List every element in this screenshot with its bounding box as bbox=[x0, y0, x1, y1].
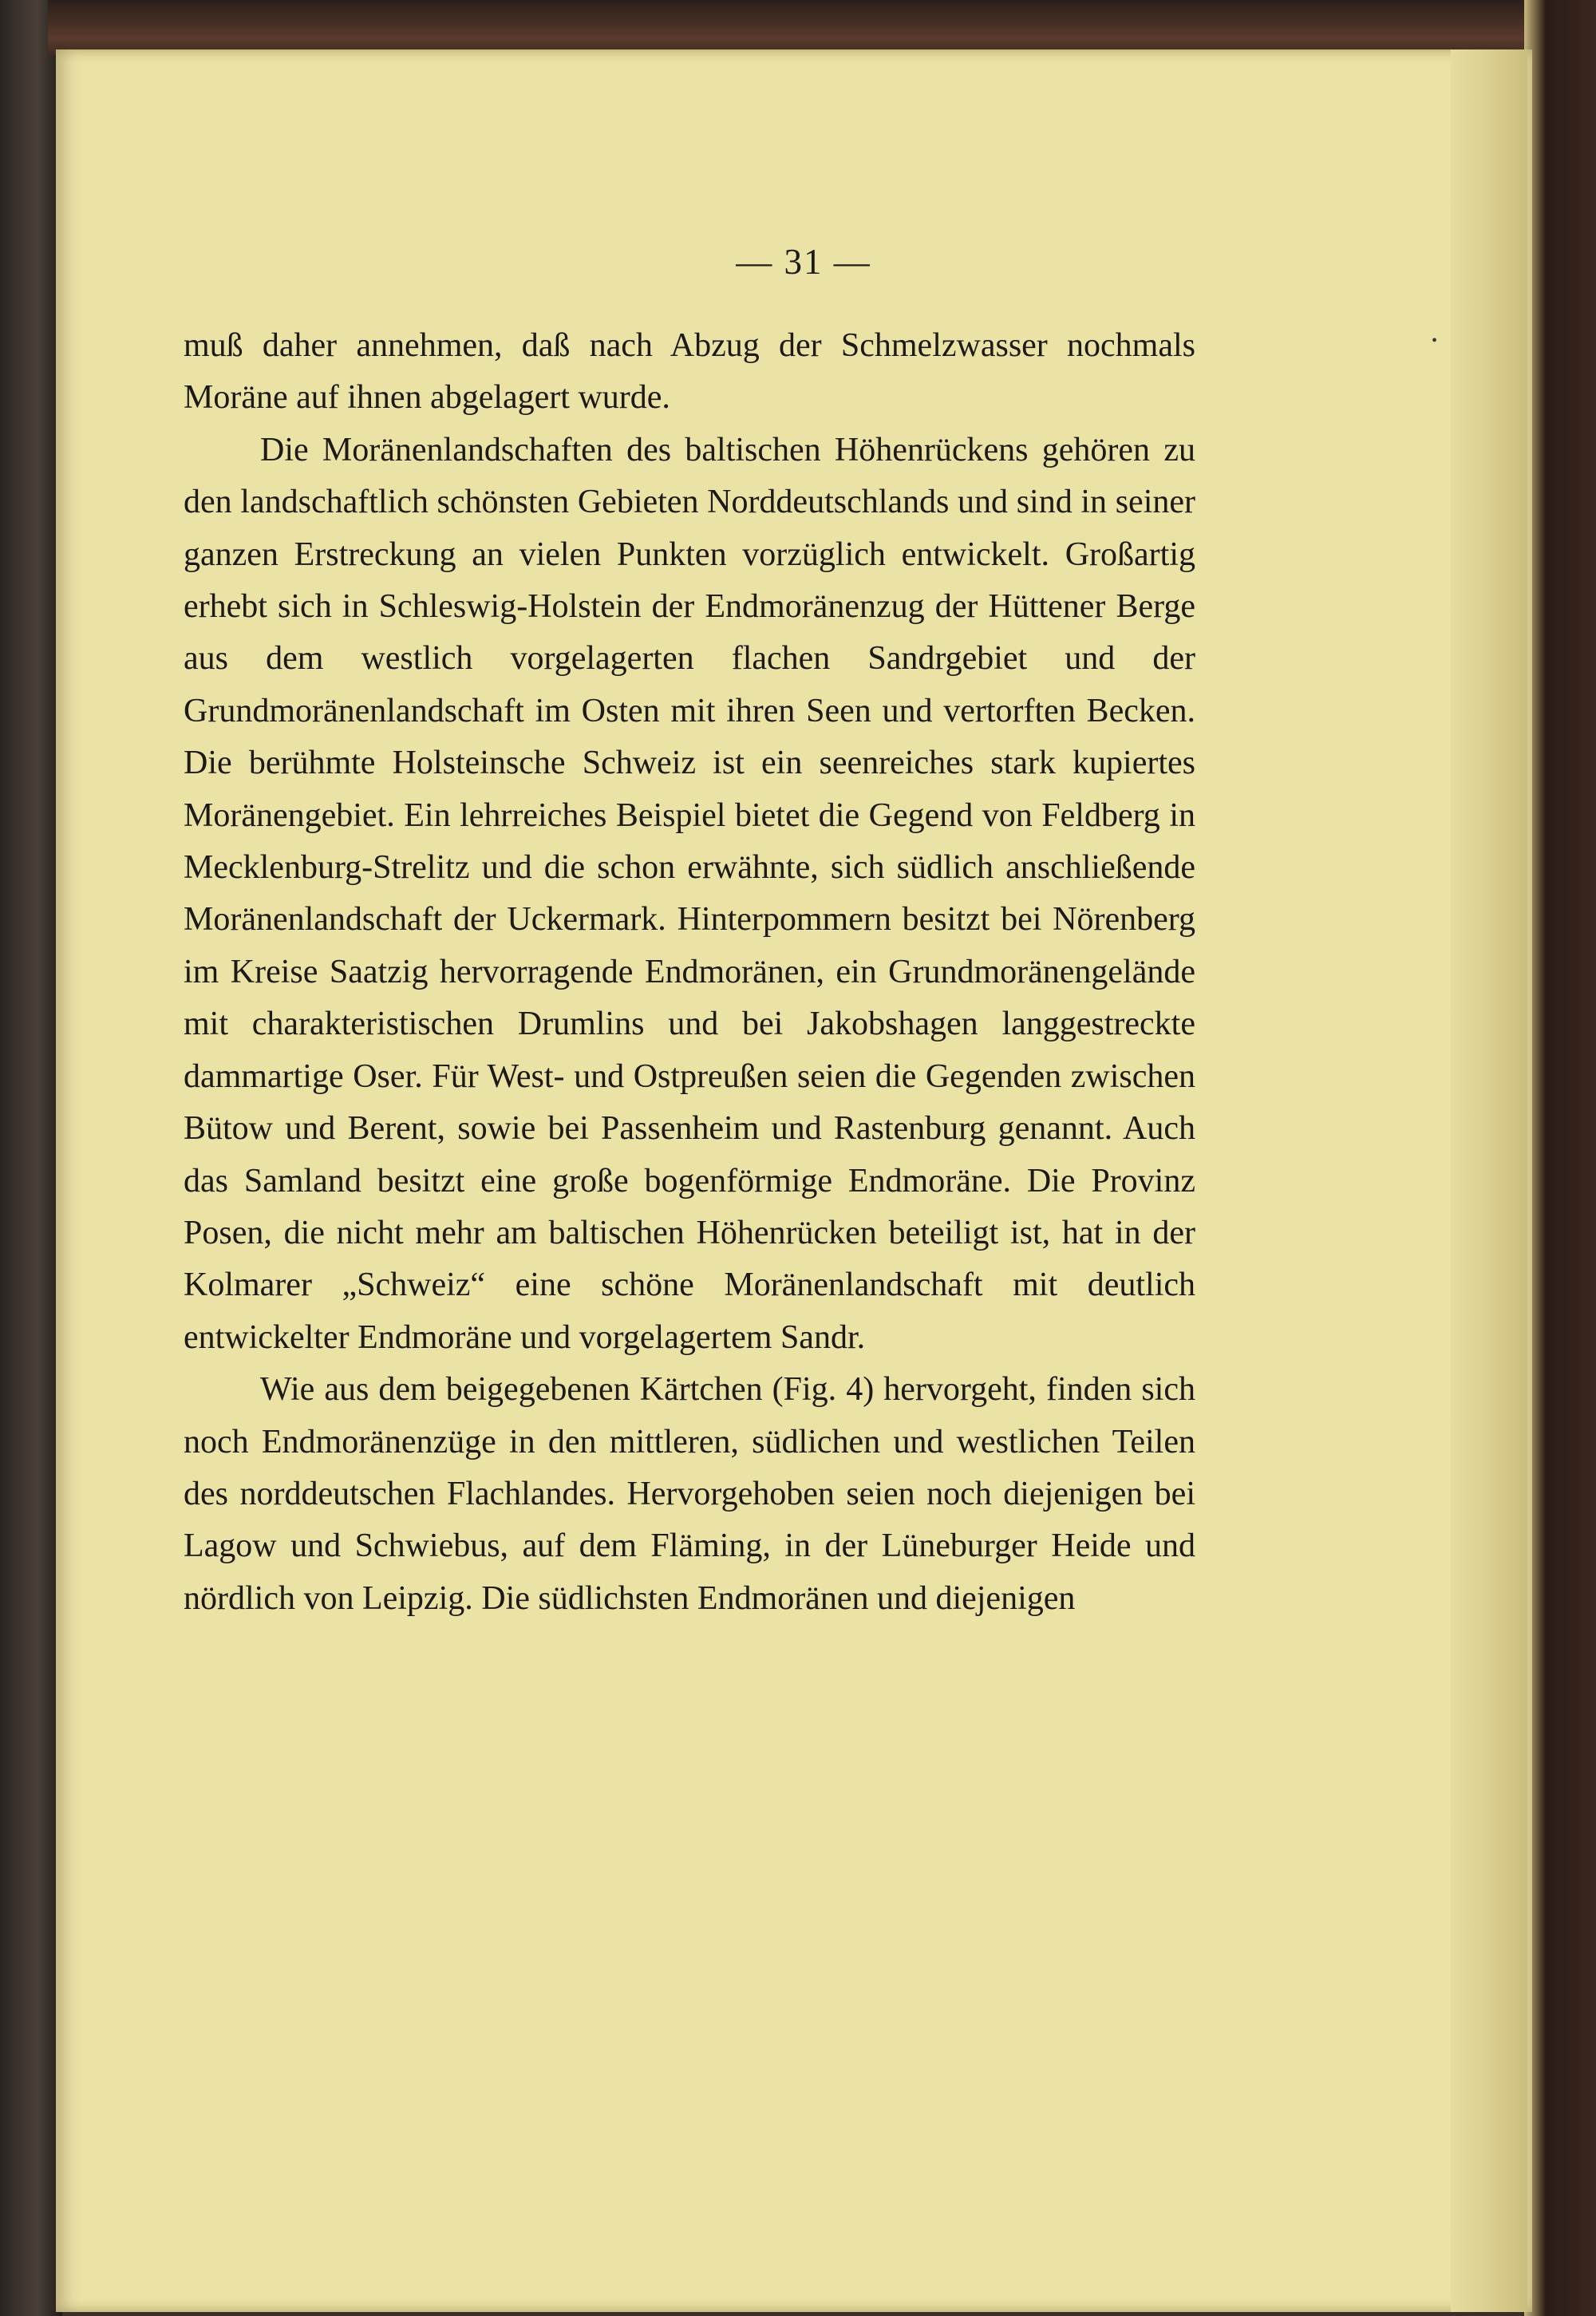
page-edge bbox=[1451, 49, 1527, 2312]
paragraph-continuation: muß daher annehmen, daß nach Abzug der Schmelzwasser nochmals Moräne auf ihnen abgelagert wurde. bbox=[184, 327, 1195, 417]
paragraph-end-moraine-map: Wie aus dem beigegebenen Kärtchen (Fig. 4) hervorgeht, finden sich noch Endmoränenzüge in den mittleren, südlichen und westlichen Teilen des norddeutschen Flachlandes. Hervorgehoben seien noch diejenigen bei Lagow und Schwiebus, auf dem Fläming, in der Lüneburger Heide und nördlich von Leipzig. Die südlichsten Endmoränen und diejenigen bbox=[184, 1371, 1195, 1617]
book-cover-top bbox=[48, 0, 1596, 56]
page-number: — 31 — bbox=[736, 242, 871, 282]
book-cover-right bbox=[1524, 0, 1596, 2316]
paragraph-moraine-landscapes: Die Moränenlandschaften des baltischen Höhenrückens gehören zu den landschaftlich schönsten Gebieten Norddeutschlands und sind in seiner ganzen Erstreckung an vielen Punkten vorzüglich entwickelt. Großartig erhebt sich in Schleswig-Holstein der Endmoränenzug der Hüttener Berge aus dem westlich vorgelagerten flachen Sandrgebiet und der Grundmoränenlandschaft im Osten mit ihren Seen und vertorften Becken. Die berühmte Holsteinsche Schweiz ist ein seenreiches stark kupiertes Moränengebiet. Ein lehrreiches Beispiel bietet die Gegend von Feldberg in Mecklenburg-Strelitz und die schon erwähnte, sich südlich anschließende Moränenlandschaft der Uckermark. Hinterpommern besitzt bei Nörenberg im Kreise Saatzig hervorragende Endmoränen, ein Grundmoränengelände mit charakteristischen Drumlins und bei Jakobshagen langgestreckte dammartige Oser. Für West- und Ostpreußen seien die Gegenden zwischen Bütow und Berent, sowie bei Passenheim und Rastenburg genannt. Auch das Samland besitzt eine große bogenförmige Endmoräne. Die Provinz Posen, die nicht mehr am baltischen Höhenrücken beteiligt ist, hat in der Kolmarer „Schweiz“ eine schöne Moränenlandschaft mit deutlich entwickelter Endmoräne und vorgelagertem Sandr. bbox=[184, 431, 1195, 1356]
ink-speck: • bbox=[1432, 332, 1438, 350]
book-board-left bbox=[0, 0, 62, 2316]
body-text bbox=[184, 320, 1195, 1625]
